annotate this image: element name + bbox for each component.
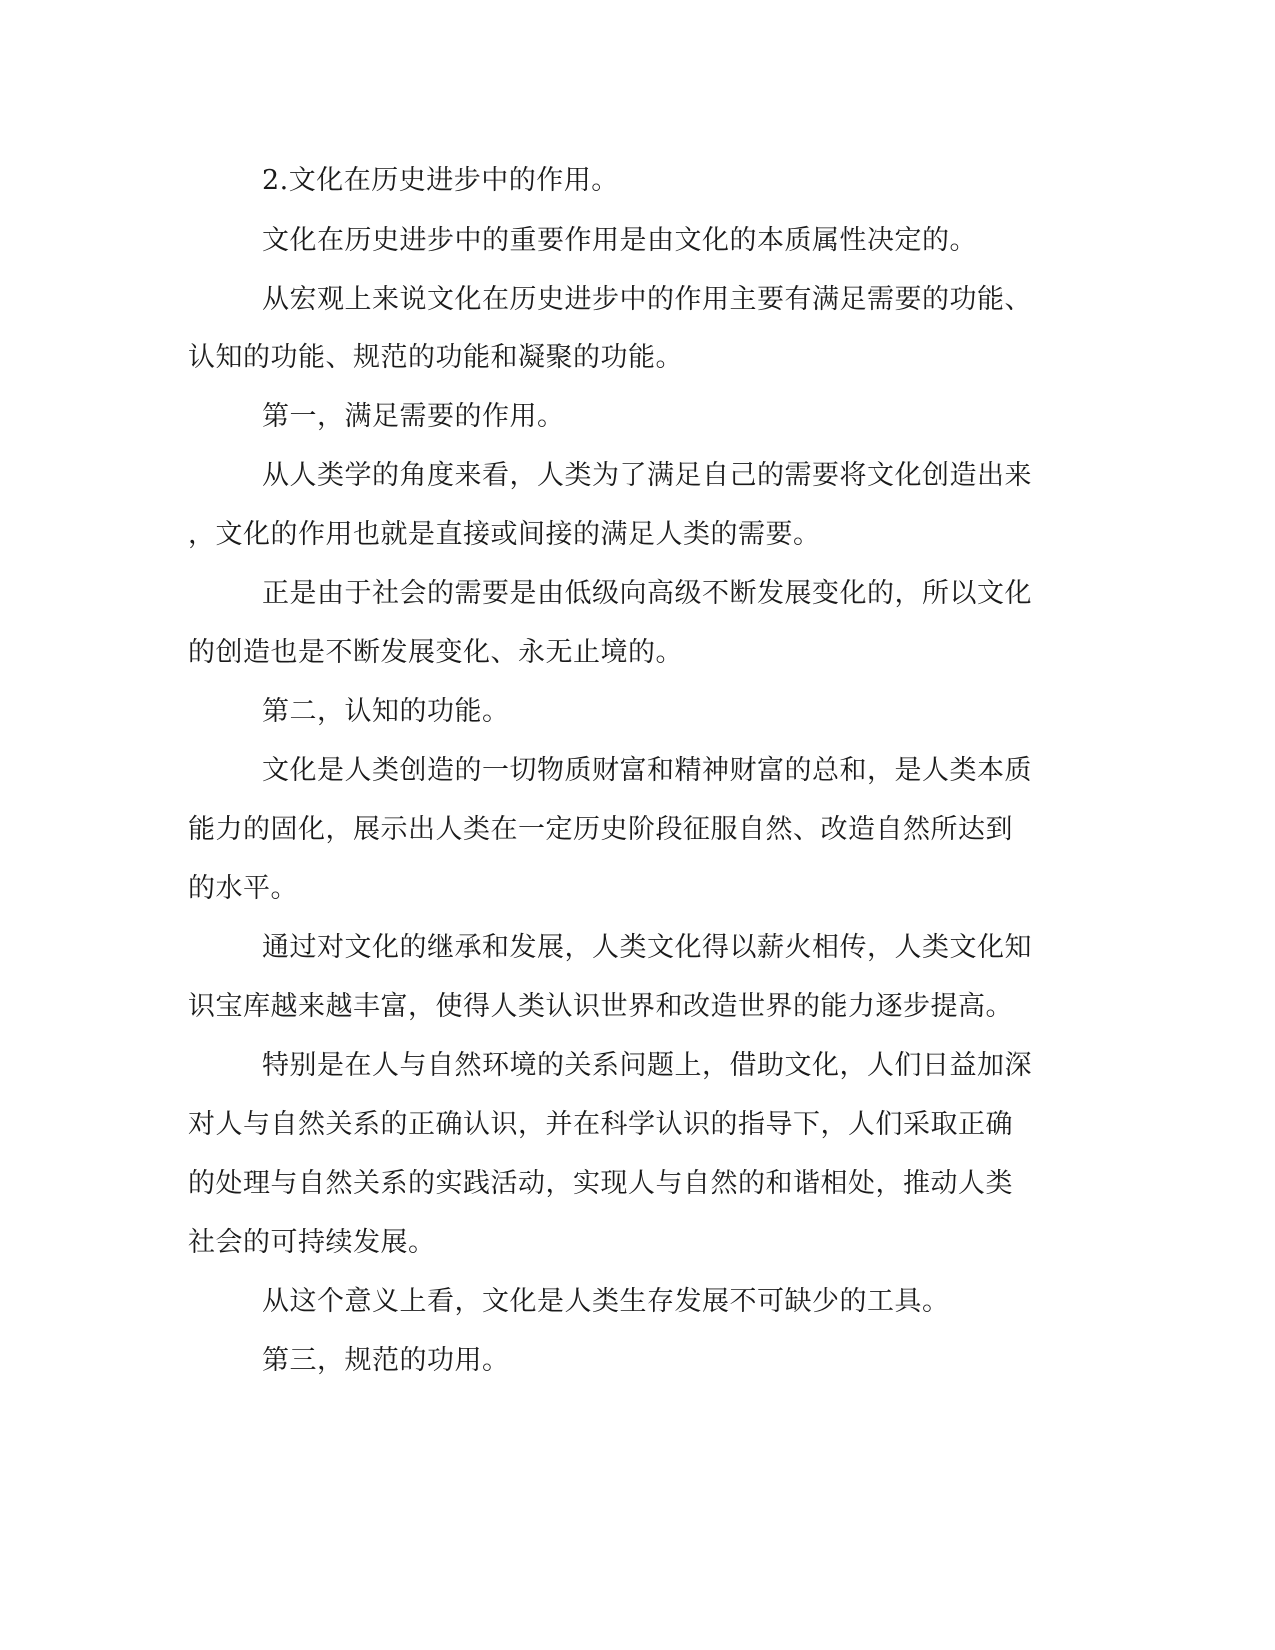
paragraph-line: 的处理与自然关系的实践活动，实现人与自然的和谐相处，推动人类: [188, 1168, 1013, 1199]
paragraph-line: 正是由于社会的需要是由低级向高级不断发展变化的，所以文化: [262, 578, 1032, 609]
paragraph-line: 文化是人类创造的一切物质财富和精神财富的总和，是人类本质: [262, 755, 1032, 786]
paragraph-line: 第一，满足需要的作用。: [262, 401, 565, 432]
paragraph-line: 对人与自然关系的正确认识，并在科学认识的指导下，人们采取正确: [188, 1109, 1013, 1140]
paragraph-line: 社会的可持续发展。: [188, 1227, 436, 1258]
paragraph-line: 识宝库越来越丰富，使得人类认识世界和改造世界的能力逐步提高。: [188, 991, 1013, 1022]
paragraph-line: ，文化的作用也就是直接或间接的满足人类的需要。: [188, 519, 821, 550]
paragraph-line: 第三，规范的功用。: [262, 1345, 510, 1376]
paragraph-line: 从宏观上来说文化在历史进步中的作用主要有满足需要的功能、: [262, 284, 1032, 315]
paragraph-line: 通过对文化的继承和发展，人类文化得以薪火相传，人类文化知: [262, 932, 1032, 963]
paragraph-line: 认知的功能、规范的功能和凝聚的功能。: [188, 342, 683, 373]
section-heading: 2.文化在历史进步中的作用。: [262, 165, 619, 196]
paragraph-line: 特别是在人与自然环境的关系问题上，借助文化，人们日益加深: [262, 1050, 1032, 1081]
paragraph-line: 文化在历史进步中的重要作用是由文化的本质属性决定的。: [262, 225, 977, 256]
paragraph-line: 的水平。: [188, 873, 298, 904]
paragraph-line: 第二，认知的功能。: [262, 696, 510, 727]
paragraph-line: 的创造也是不断发展变化、永无止境的。: [188, 637, 683, 668]
paragraph-line: 能力的固化，展示出人类在一定历史阶段征服自然、改造自然所达到: [188, 814, 1013, 845]
paragraph-line: 从人类学的角度来看，人类为了满足自己的需要将文化创造出来: [262, 460, 1032, 491]
paragraph-line: 从这个意义上看，文化是人类生存发展不可缺少的工具。: [262, 1286, 950, 1317]
